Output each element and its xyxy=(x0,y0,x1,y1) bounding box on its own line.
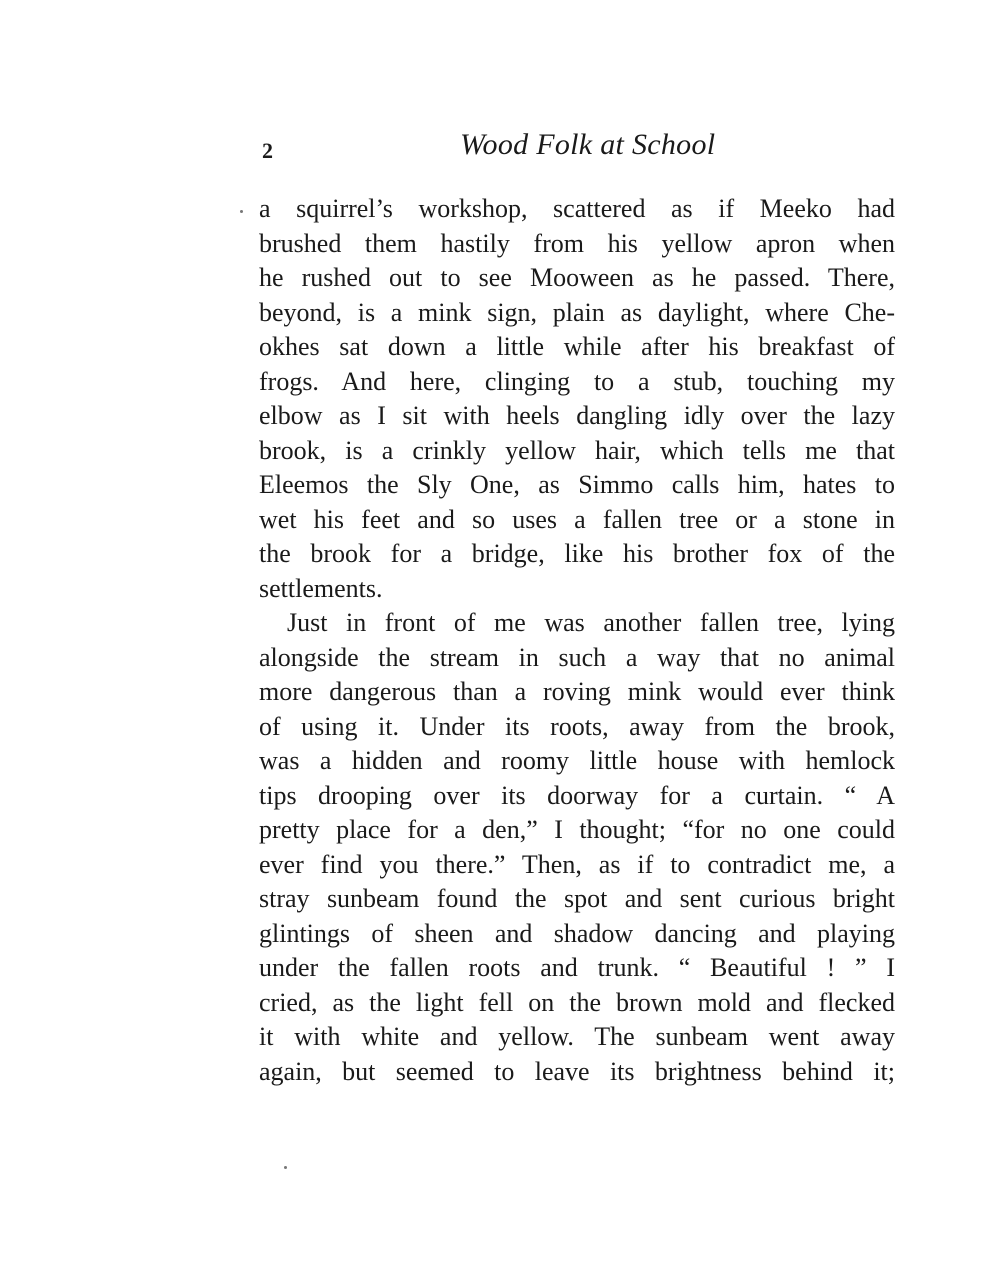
text-line: settlements. xyxy=(259,573,383,603)
text-line: elbow as I sit with heels dangling idly over the lazy xyxy=(259,401,895,430)
text-line: brook, is a crinkly yellow hair, which tells me that xyxy=(259,435,895,465)
scan-speck xyxy=(284,1166,287,1169)
text-line: glintings of sheen and shadow dancing and playing xyxy=(259,918,895,948)
text-line: was a hidden and roomy little house with hemlock xyxy=(259,746,895,775)
text-line: Just in front of me was another fallen tree, lying xyxy=(287,608,895,637)
text-line: again, but seemed to leave its brightness behind it; xyxy=(259,1056,895,1086)
scan-speck xyxy=(240,210,243,213)
text-line: under the fallen roots and trunk. “ Beautiful ! ” I xyxy=(259,953,895,982)
running-head xyxy=(258,128,898,172)
text-line: stray sunbeam found the spot and sent curious bright xyxy=(259,884,895,913)
paragraph-2 xyxy=(259,606,895,1089)
text-line: pretty place for a den,” I thought; “for no one could xyxy=(259,815,895,844)
text-line: brushed them hastily from his yellow apron when xyxy=(259,228,895,258)
text-line: ever find you there.” Then, as if to contradict me, a xyxy=(259,849,895,879)
text-line: Eleemos the Sly One, as Simmo calls him, hates to xyxy=(259,470,895,499)
text-line: more dangerous than a roving mink would ever think xyxy=(259,677,895,706)
book-title: Wood Folk at School xyxy=(460,128,716,161)
body-text xyxy=(259,192,895,1089)
text-line: alongside the stream in such a way that no animal xyxy=(259,642,895,672)
text-line: a squirrel’s workshop, scattered as if Meeko had xyxy=(259,194,895,223)
text-line: wet his feet and so uses a fallen tree or a stone in xyxy=(259,504,895,534)
page-number: 2 xyxy=(262,138,273,163)
text-line: cried, as the light fell on the brown mold and flecked xyxy=(259,987,895,1017)
text-line: the brook for a bridge, like his brother fox of the xyxy=(259,539,895,568)
paragraph-1 xyxy=(259,192,895,606)
text-line: he rushed out to see Mooween as he passed. There, xyxy=(259,263,895,292)
text-line: beyond, is a mink sign, plain as daylight, where Che- xyxy=(259,297,895,327)
text-line: it with white and yellow. The sunbeam went away xyxy=(259,1022,895,1051)
text-line: frogs. And here, clinging to a stub, touching my xyxy=(259,366,895,396)
text-line: tips drooping over its doorway for a curtain. “ A xyxy=(259,780,895,810)
text-line: of using it. Under its roots, away from the brook, xyxy=(259,711,895,741)
text-line: okhes sat down a little while after his breakfast of xyxy=(259,332,895,361)
